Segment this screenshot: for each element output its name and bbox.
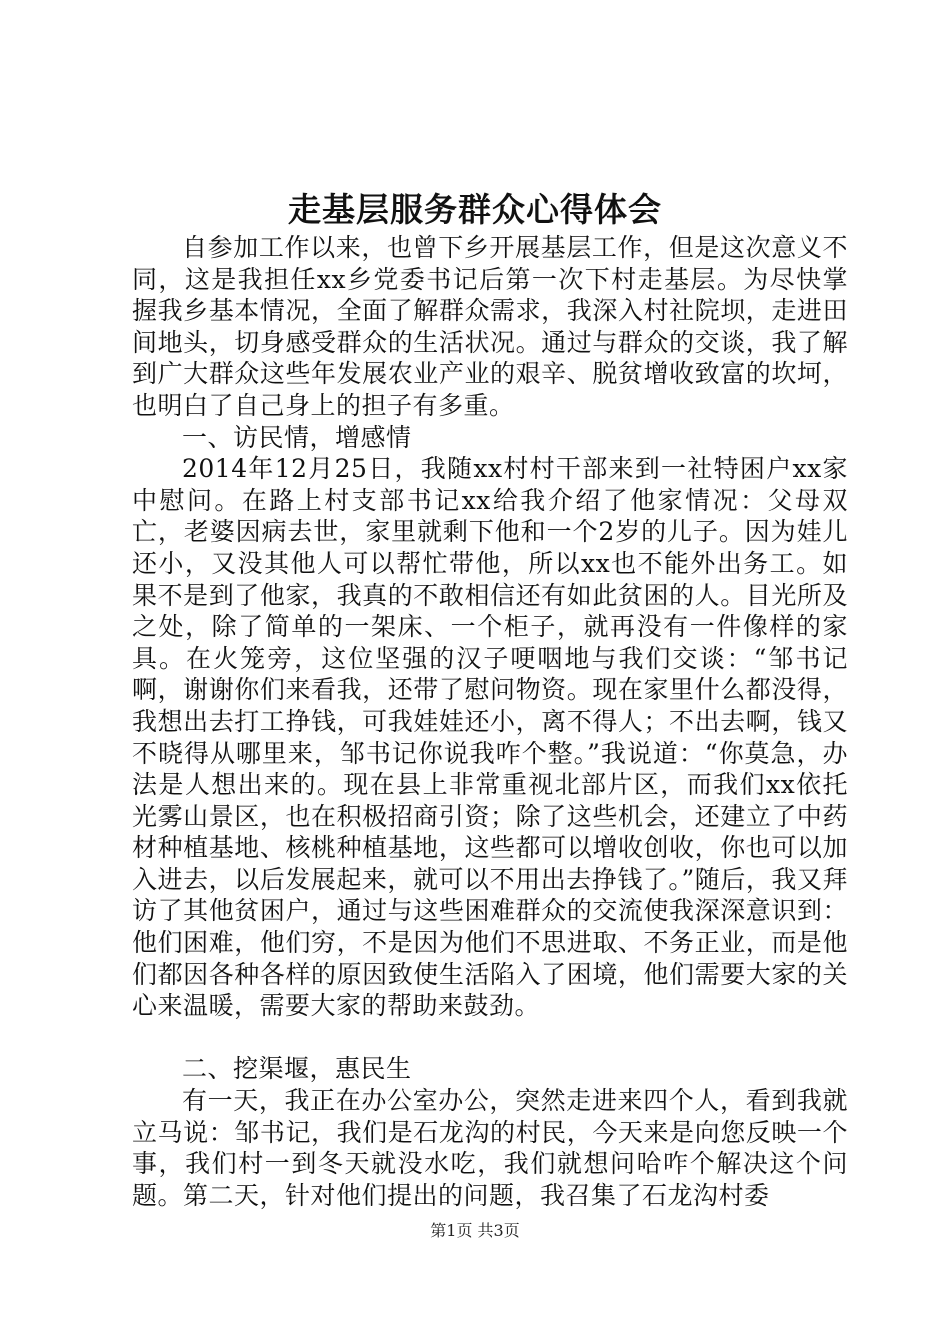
document-title: 走基层服务群众心得体会 [288,190,662,229]
paragraph-spacer [132,1022,848,1054]
paragraph-intro: 自参加工作以来，也曾下乡开展基层工作，但是这次意义不同，这是我担任xx乡党委书记后第一次下村走基层。为尽快掌握我乡基本情况，全面了解群众需求，我深入村社院坝，走进田间地头，切身感受群众的生活状况。通过与群众的交谈，我了解到广大群众这些年发展农业产业的艰辛、脱贫增收致富的坎坷，也明白了自己身上的担子有多重。 [132,233,848,420]
paragraph-section-1: 2014年12月25日，我随xx村村干部来到一社特困户xx家中慰问。在路上村支部书记xx给我介绍了他家情况：父母双亡，老婆因病去世，家里就剩下他和一个2岁的儿子。因为娃儿还小，又没其他人可以帮忙带他，所以xx也不能外出务工。如果不是到了他家，我真的不敢相信还有如此贫困的人。目光所及之处，除了简单的一架床、一个柜子，就再没有一件像样的家具。在火笼旁，这位坚强的汉子哽咽地与我们交谈：“邹书记啊，谢谢你们来看我，还带了慰问物资。现在家里什么都没得，我想出去打工挣钱，可我娃娃还小，离不得人；不出去啊，钱又不晓得从哪里来，邹书记你说我咋个整。”我说道：“你莫急，办法是人想出来的。现在县上非常重视北部片区，而我们xx依托光雾山景区，也在积极招商引资；除了这些机会，还建立了中药材种植基地、核桃种植基地，这些都可以增收创收，你也可以加入进去，以后发展起来，就可以不用出去挣钱了。”随后，我又拜访了其他贫困户，通过与这些困难群众的交流使我深深意识到：他们困难，他们穷，不是因为他们不思进取、不务正业，而是他们都因各种各样的原因致使生活陷入了困境，他们需要大家的关心来温暖，需要大家的帮助来鼓劲。 [132,454,848,1021]
paragraph-section-2: 有一天，我正在办公室办公，突然走进来四个人，看到我就立马说：邹书记，我们是石龙沟的村民，今天来是向您反映一个事，我们村一到冬天就没水吃，我们就想问哈咋个解决这个问题。第二天，针对他们提出的问题，我召集了石龙沟村委 [132,1086,848,1210]
section-heading-2: 二、挖渠堰，惠民生 [182,1054,412,1084]
document-body [132,232,848,1211]
page-number-footer: 第1页 共3页 [430,1221,520,1240]
section-heading-1: 一、访民情，增感情 [182,422,412,452]
